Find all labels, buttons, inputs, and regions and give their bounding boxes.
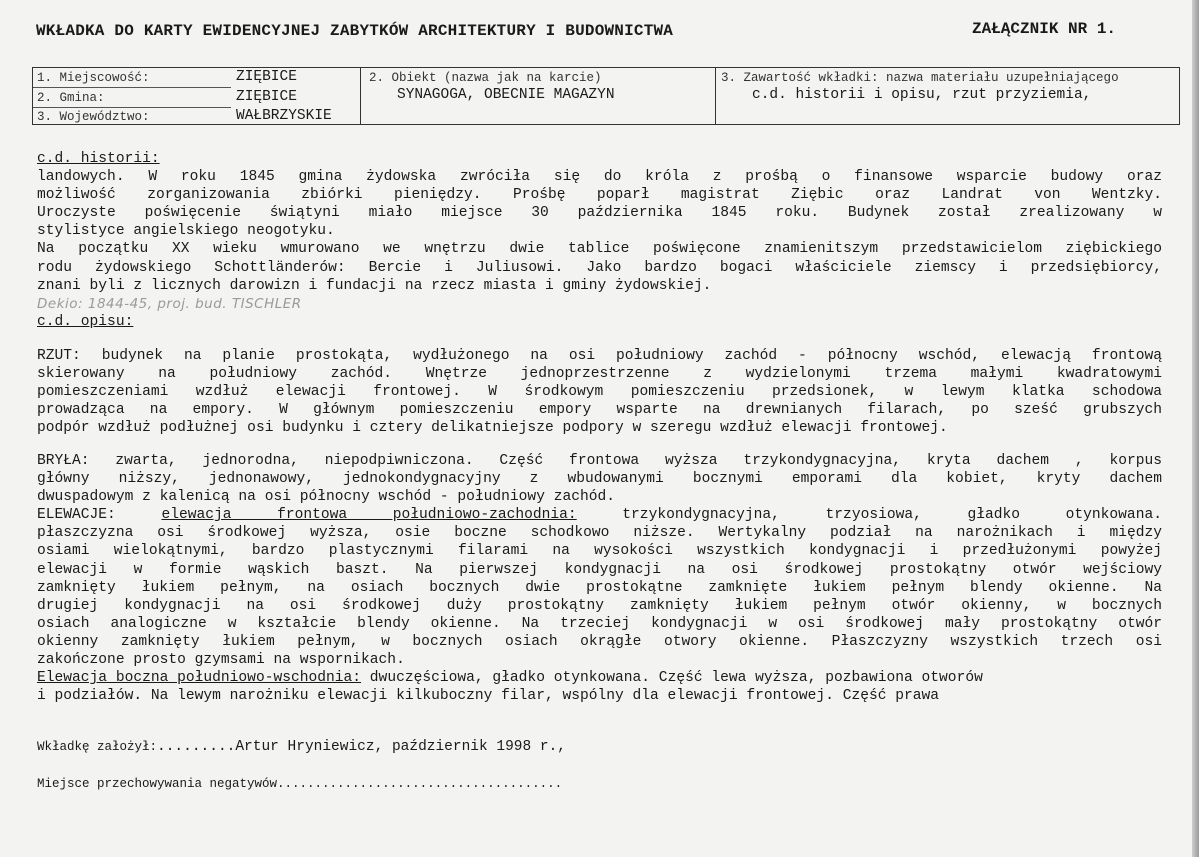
history-heading: c.d. historii:: [37, 151, 160, 167]
elewacje-line: zamknięty łukiem pełnym, na osiach bocznych dwie prostokątne zamknięte łukiem pełnym blendy okienne. Na: [37, 579, 1162, 596]
bryla-line: BRYŁA: zwarta, jednorodna, niepodpiwniczona. Część frontowa wyższa trzykondygnacyjna, kryta dachem , korpus: [37, 453, 1162, 469]
negatives-line: [37, 774, 562, 792]
miejscowosc-label: 1. Miejscowość:: [37, 71, 150, 85]
negatives-value: ......................................: [277, 777, 563, 791]
gmina-label: 2. Gmina:: [37, 91, 105, 105]
miejscowosc-value: ZIĘBICE: [236, 69, 297, 85]
wojewodztwo-value: WAŁBRZYSKIE: [236, 108, 332, 124]
boczna-first-rest: dwuczęściowa, gładko otynkowana. Część lewa wyższa, pozbawiona otworów: [361, 670, 983, 687]
description-heading: c.d. opisu:: [37, 313, 134, 330]
zawartosc-label: 3. Zawartość wkładki: nazwa materiału uzupełniającego: [721, 71, 1119, 85]
scan-edge: [1192, 0, 1199, 857]
history-section: [37, 150, 1162, 331]
negatives-label: Miejsce przechowywania negatywów: [37, 777, 278, 791]
rzut-line: prowadząca na empory. W głównym pomieszczeniu empory wsparte na drewnianych filarach, po sześć grubszych: [37, 402, 1162, 419]
bryla-line: główny niższy, jednonawowy, jednokondygnacyjny z wbudowanymi bocznymi emporami dla kobiet, kryty dachem: [37, 471, 1162, 488]
elewacje-line: osiach analogiczne w kształcie blendy okienne. Na trzeciej kondygnacji w osi środkowej mały prostokątny otwór: [37, 615, 1162, 632]
rzut-line: pomieszczeniami wzdłuż elewacji frontowej. W środkowym pomieszczeniu przedsionek, w lewym klatka schodowa: [37, 384, 1162, 401]
obiekt-value: SYNAGOGA, OBECNIE MAGAZYN: [397, 87, 615, 103]
history-line: landowych. W roku 1845 gmina żydowska zwróciła się do króla z prośbą o finansowe wsparcie budowy oraz: [37, 169, 1162, 186]
handwritten-note: Dekio: 1844-45, proj. bud. TISCHLER: [37, 295, 302, 312]
history-line: Na początku XX wieku wmurowano we wnętrzu dwie tablice poświęcone znamienitszym przedstawicielom ziębickiego: [37, 241, 1162, 258]
history-line: Uroczyste poświęcenie świątyni miało miejsce 30 października 1845 roku. Budynek został zrealizowany w: [37, 205, 1162, 222]
gmina-value: ZIĘBICE: [236, 89, 297, 105]
obiekt-label: 2. Obiekt (nazwa jak na karcie): [369, 71, 602, 85]
attachment-number: ZAŁĄCZNIK NR 1.: [972, 20, 1117, 38]
location-column: [33, 68, 361, 124]
elewacje-line: okienny zamknięty łukiem pełnym, w bocznych osiach okrągłe otwory okienne. Płaszczyzny wszystkich trzech osi: [37, 633, 1162, 650]
object-column: [361, 68, 716, 124]
elewacje-line: drugiej kondygnacji na osi środkowej duży prostokątny zamknięty łukiem pełnym otwór okienny, w bocznych: [37, 597, 1162, 614]
rzut-line: podpór wzdłuż podłużnej osi budynku i cztery delikatniejsze podpory w szeregu wzdłuż elewacji frontowej.: [37, 420, 948, 437]
bryla-section: [37, 452, 1162, 705]
rzut-line: RZUT: budynek na planie prostokąta, wydłużonego na osi południowy zachód - północny wschód, elewacją frontową: [37, 348, 1162, 364]
elewacje-first-rest: trzykondygnacyjna, trzyosiowa, gładko otynkowana.: [622, 507, 1162, 524]
document-title: WKŁADKA DO KARTY EWIDENCYJNEJ ZABYTKÓW ARCHITEKTURY I BUDOWNICTWA: [36, 22, 674, 40]
elewacje-line: elewacji w formie wąskich baszt. Na pierwszej kondygnacji na osi środkowej prostokątny otwór wejściowy: [37, 561, 1162, 578]
elewacja-frontowa-heading: elewacja frontowa południowo-zachodnia:: [161, 507, 577, 524]
elewacje-line: zakończone prosto gzymsami na wspornikach.: [37, 652, 405, 669]
author-label: Wkładkę założył:: [37, 740, 158, 754]
history-line: stylistyce angielskiego neogotyku.: [37, 223, 335, 240]
boczna-line: i podziałów. Na lewym narożniku elewacji kilkuboczny filar, wspólny dla elewacji frontowej. Część prawa: [37, 688, 940, 705]
history-line: znani byli z licznych darowizn i fundacji na rzecz miasta i gminy żydowskiej.: [37, 277, 712, 294]
author-line: [37, 737, 566, 755]
elewacje-first-line: [37, 506, 1162, 524]
row-divider: [33, 107, 231, 108]
wojewodztwo-label: 3. Województwo:: [37, 110, 150, 124]
elewacje-line: płaszczyzna osi środkowej wyższa, osie boczne schodkowo niższe. Wertykalny podział na narożnikach i między: [37, 525, 1162, 542]
zawartosc-value: c.d. historii i opisu, rzut przyziemia,: [752, 87, 1092, 103]
history-line: rodu żydowskiego Schottländerów: Bercie i Juliusowi. Jako bardzo bogaci właściciele ziemscy i przedsiębiorcy,: [37, 259, 1162, 276]
info-box: [32, 67, 1180, 125]
bryla-line: dwuspadowym z kalenicą na osi północny wschód - południowy zachód.: [37, 489, 616, 506]
rzut-line: skierowany na południowy zachód. Wnętrze jednoprzestrzenne z wydzielonymi trzema małymi kwadratowymi: [37, 366, 1162, 383]
elewacje-label: ELEWACJE:: [37, 507, 116, 524]
elewacje-line: osiami wielokątnymi, bardzo plastycznymi filarami na wysokości wszystkich kondygnacji i przedłużonymi powyżej: [37, 543, 1162, 560]
author-value: .........Artur Hryniewicz, październik 1998 r.,: [157, 739, 566, 755]
elewacja-boczna-heading: Elewacja boczna południowo-wschodnia:: [37, 670, 362, 687]
history-line: możliwość zorganizowania zbiórki pieniędzy. Prośbę poparł magistrat Ziębic oraz Landrat von Wentzky.: [37, 187, 1162, 204]
boczna-first-line: [37, 669, 1162, 687]
rzut-section: [37, 347, 1162, 437]
row-divider: [33, 87, 231, 88]
content-column: [716, 68, 1179, 124]
